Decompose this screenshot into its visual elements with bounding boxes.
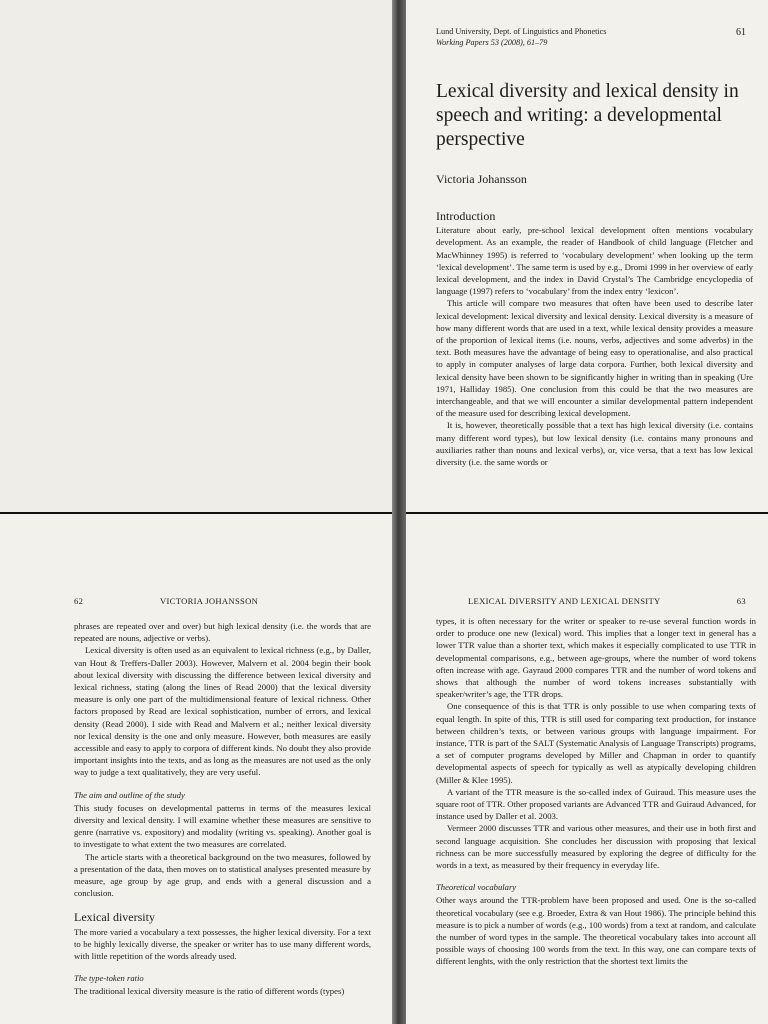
paragraph: The article starts with a theoretical background on the two measures, followed by a presentation of the data, then moves on to statistical analyses presented measure by measure, age group by age grup, and ends with a general discussion and a conclusion. [74, 851, 371, 899]
journal-line-2: Working Papers 53 (2008), 61–79 [436, 38, 548, 47]
journal-line-1: Lund University, Dept. of Linguistics and Phonetics [436, 27, 607, 36]
paragraph: One consequence of this is that TTR is only possible to use when comparing texts of equal length. In spite of this, TTR is still used for comparing text production, for instance between children’s texts, or between various groups with language impairment. For instance, TTR is part of the SALT (Systematic Analysis of Language Transcripts) programs, a set of computer programs developed by Miller and Chapman in order to quantify developmental aspects of speech for typically as well as atypically developing children (Miller & Klee 1995). [436, 701, 756, 785]
paragraph: Lexical diversity is often used as an equivalent to lexical richness (e.g., by Daller, van Hout & Treffers-Daller 2003). However, Malvern et al. 2004 begin their book about lexical diversity with discussing the difference between lexical diversity and lexical richness, stating (along the lines of Read 2000) that the lexical diversity measure is only one part of the multidimensional feature of lexical richness. Other factors proposed by Read are lexical sophistication, number of errors, and lexical density (Read 2000). I side with Read and Malvern et al.; neither lexical diversity nor lexical density is the one and only measure. However, both measures are easily accessible and easy to apply to corpora of different kinds. No doubt they also provide important insights into the texts, and as long as the measures are not used as the only way to judge a text qualitatively, they are very useful. [74, 645, 371, 778]
paragraph: The more varied a vocabulary a text possesses, the higher lexical diversity. For a text to be highly lexically diverse, the speaker or writer has to use many different words, with little repetition of the words already used. [74, 926, 371, 962]
page-number: 62 [74, 596, 84, 606]
paragraph: types, it is often necessary for the writer or speaker to re-use several function words in order to produce one new (lexical) word. This implies that a longer text in general has a lower TTR value than a shorter text, which makes it especially complicated to use TTR in developmental comparisons, e.g., between age-groups, where the number of word tokens often increase with age. Gayraud 2000 compares TTR and the number of word tokens and shows that although the number of word tokens increases substantially with speaker/writer’s age, the TTR drops. [436, 616, 756, 700]
paragraph: Other ways around the TTR-problem have been proposed and used. One is the so-called theoretical vocabulary (see e.g. Broeder, Extra & van Hout 1986). The principle behind this measure is to pick a number of words (e.g., 100 words) from a text at random, and calculate the number of word types in the sample. The theoretical vocabulary takes into account all possible ways of choosing 100 words from the text. In this way, one can compare texts of different lenghts, with the only restriction that the shortest text limits the [436, 895, 756, 967]
section-heading: Lexical diversity [74, 910, 155, 925]
page-63-text [436, 615, 756, 968]
author-name: Victoria Johansson [436, 172, 527, 186]
subsection-heading: The aim and outline of the study [74, 789, 185, 800]
running-head: VICTORIA JOHANSSON [160, 596, 259, 606]
page-61 [406, 0, 768, 512]
blank-left-page [0, 0, 392, 512]
subsection-heading: The type-token ratio [74, 973, 144, 984]
paragraph: This article will compare two measures that often have been used to describe later lexical development: lexical diversity and lexical density. Lexical diversity is a measure of how many different words that are used in a text, while lexical density provides a measure of the proportion of lexical items (i.e. nouns, verbs, adjectives and some adverbs) in the text. Both measures have the advantage of being easy to operationalise, and also practical to apply in computer analyses of large data corpora. Further, both lexical diversity and lexical density have been shown to be significantly higher in writing than in speaking (Ure 1971, Halliday 1985). One conclusion from this could be that the two measures are interchangeable, and that we will encounter a similar developmental pattern independent of the measure used for describing lexical development. [436, 298, 753, 419]
page-number: 61 [736, 27, 746, 38]
section-heading: Introduction [436, 209, 496, 223]
introduction-block [436, 210, 753, 468]
paragraph: Vermeer 2000 discusses TTR and various other measures, and their use in both first and second language acquisition. She concludes her discussion with proposing that lexical richness can be more successfully measured by exploring the degree of difficulty for the words in a text, as measured by their frequency in everyday life. [436, 823, 756, 871]
page-number: 63 [736, 596, 746, 606]
running-head: LEXICAL DIVERSITY AND LEXICAL DENSITY [468, 596, 661, 606]
journal-header [436, 26, 666, 48]
page-62 [0, 512, 392, 1024]
book-gutter [392, 512, 406, 1024]
paragraph: A variant of the TTR measure is the so-called index of Guiraud. This measure uses the square root of TTR. Other proposed variants are Advanced TTR and Guiraud Advanced, for instance used by Daller et al. 2003. [436, 786, 756, 822]
paragraph: The traditional lexical diversity measure is the ratio of different words (types) [74, 986, 345, 997]
paragraph: Literature about early, pre-school lexical development often mentions vocabulary development. As an example, the reader of Handbook of child language (Fletcher and MacWhinney 1995) is referred to ‘vocabulary development’ when looking up the term ‘lexical development’. The same term is used by e.g., Dromi 1999 in her overview of early lexical development, and the index in David Crystal’s The Cambridge encyclopedia of language (1997) refers to ‘vocabulary’ from the index entry ‘lexicon’. [436, 225, 753, 297]
subsection-heading: Theoretical vocabulary [436, 882, 517, 893]
paragraph: It is, however, theoretically possible that a text has high lexical diversity (i.e. contains many different word types), but low lexical density (i.e. contains many pronouns and auxiliaries rather than nouns and lexical verbs), or, vice versa, that a text has low lexical diversity (i.e. the same words or [436, 420, 753, 468]
page-62-text [74, 620, 371, 998]
bottom-spread [0, 512, 768, 1024]
paragraph: phrases are repeated over and over) but high lexical density (i.e. the words that are repeated are nouns, adjective or verbs). [74, 621, 371, 644]
paragraph: This study focuses on developmental patterns in terms of the measures lexical diversity and lexical density. I will examine whether these measures are sensitive to genre (narrative vs. expository) and modality (writing vs. speaking). Another goal is to investigate to what extent the two measures are correlated. [74, 802, 371, 850]
page-63 [406, 512, 768, 1024]
book-gutter [392, 0, 406, 512]
scan-edge [0, 512, 392, 514]
scan-edge [406, 512, 768, 514]
article-title: Lexical diversity and lexical density in speech and writing: a developmental perspective [436, 81, 739, 150]
